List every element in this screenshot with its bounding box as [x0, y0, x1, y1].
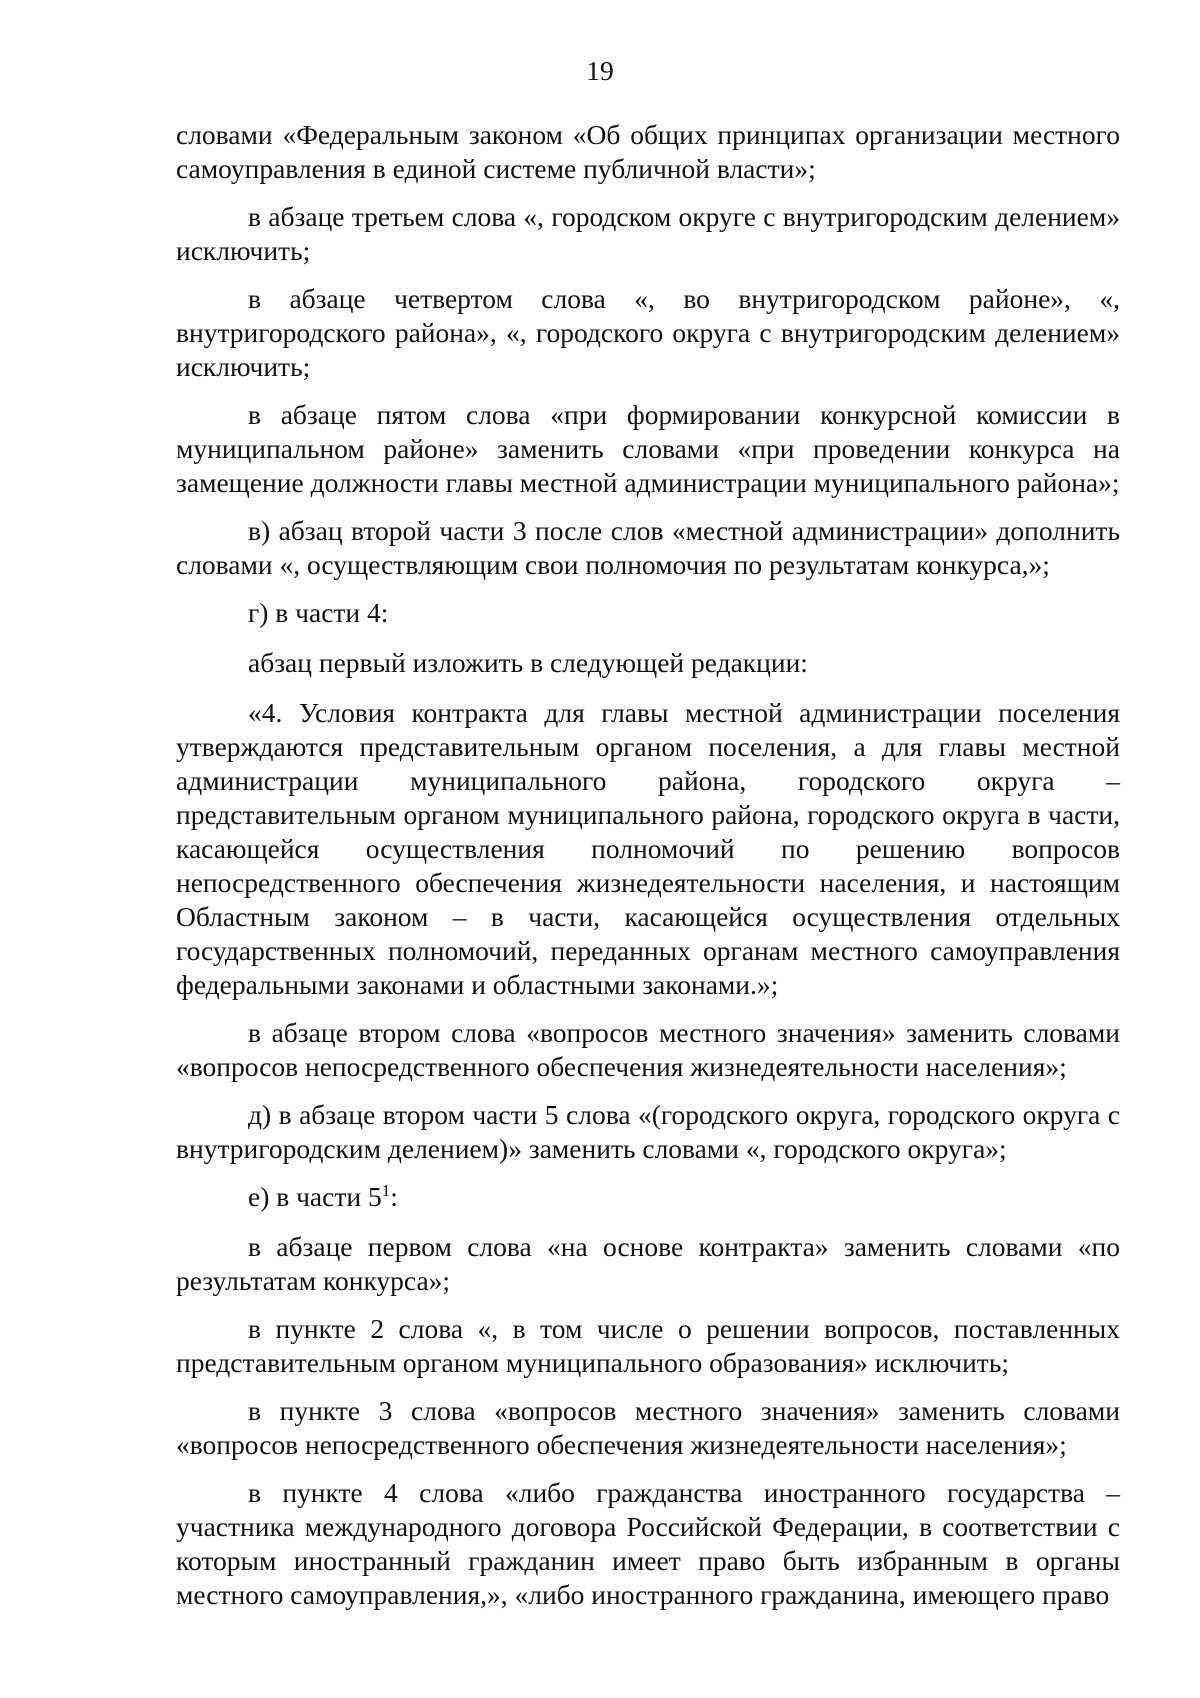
paragraph-2: в абзаце третьем слова «, городском округе с внутригородским делением» исключить;: [176, 201, 1120, 266]
paragraph-1: словами «Федеральным законом «Об общих принципах организации местного самоуправления в единой системе публичной власти»;: [176, 119, 1120, 184]
paragraph-4: в абзаце пятом слова «при формировании конкурсной комиссии в муниципальном районе» заменить словами «при проведении конкурса на замещение должности главы местной администрации муниципального района»;: [176, 399, 1120, 498]
paragraph-15: в пункте 4 слова «либо гражданства иностранного государства – участника международного договора Российской Федерации, в соответствии с которым иностранный гражданин имеет право быть избранным в органы местного самоуправления,», «либо иностранного гражданина, имеющего право: [176, 1477, 1120, 1610]
paragraph-12: в абзаце первом слова «на основе контракта» заменить словами «по результатам конкурса»;: [176, 1231, 1120, 1296]
page-number: 19: [586, 55, 614, 86]
paragraph-13: в пункте 2 слова «, в том числе о решении вопросов, поставленных представительным органом муниципального образования» исключить;: [176, 1313, 1120, 1378]
paragraph-10: д) в абзаце втором части 5 слова «(городского округа, городского округа с внутригородским делением)» заменить словами «, городского округа»;: [176, 1099, 1120, 1164]
paragraph-14: в пункте 3 слова «вопросов местного значения» заменить словами «вопросов непосредственного обеспечения жизнедеятельности населения»;: [176, 1395, 1120, 1460]
paragraph-3: в абзаце четвертом слова «, во внутригородском районе», «, внутригородского района», «, городского округа с внутригородским делением» исключить;: [176, 283, 1120, 382]
paragraph-7: абзац первый изложить в следующей редакции:: [248, 647, 808, 678]
paragraph-8-quoted-text: «4. Условия контракта для главы местной администрации поселения утверждаются представительным органом поселения, а для главы местной администрации муниципального района, городского округа – представительным органом муниципального района, городского округа в части, касающейся осуществления полномочий по решению вопросов непосредственного обеспечения жизнедеятельности населения, и настоящим Областным законом – в части, касающейся осуществления отдельных государственных полномочий, переданных органам местного самоуправления федеральными законами и областными законами.»;: [176, 697, 1120, 1000]
paragraph-6: г) в части 4:: [248, 597, 389, 628]
part-heading-superscript: 1: [381, 1180, 391, 1200]
paragraph-5: в) абзац второй части 3 после слов «местной администрации» дополнить словами «, осуществляющим свои полномочия по результатам конкурса,»;: [176, 515, 1120, 580]
paragraph-9: в абзаце втором слова «вопросов местного значения» заменить словами «вопросов непосредственного обеспечения жизнедеятельности населения»;: [176, 1017, 1120, 1082]
part-heading-prefix: е) в части 5: [248, 1181, 382, 1212]
part-heading-suffix: :: [390, 1181, 398, 1212]
document-body: [176, 118, 1120, 1626]
part-heading: [176, 1180, 1120, 1214]
